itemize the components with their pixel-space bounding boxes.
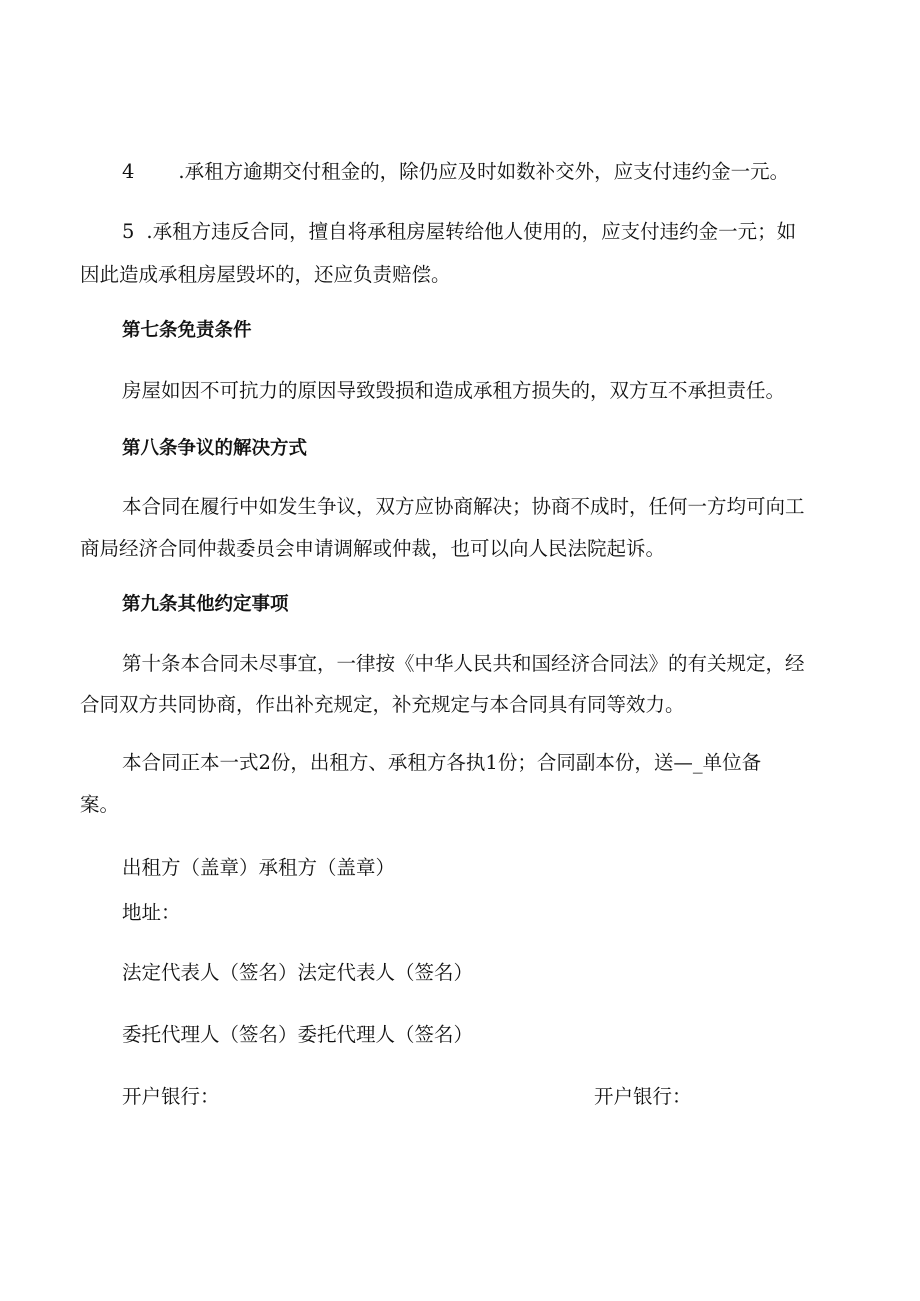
article-10-line-2: 合同双方共同协商，作出补充规定，补充规定与本合同具有同等效力。: [80, 693, 685, 716]
clause-4-number: 4: [122, 160, 135, 183]
clause-5-text-1: .承租方违反合同，擅自将承租房屋转给他人使用的，应支付违约金一元；如: [146, 220, 797, 243]
copies-line-1: 本合同正本一式2份，出租方、承租方各执1份；合同副本份，送—_单位备: [122, 751, 762, 774]
agent-line: 委托代理人（签名）委托代理人（签名）: [122, 1023, 474, 1046]
clause-5-number: 5: [122, 220, 135, 243]
article-8-line-2: 商局经济合同仲裁委员会申请调解或仲裁，也可以向人民法院起诉。: [80, 537, 666, 560]
article-8-heading: 第八条争议的解决方式: [122, 438, 308, 459]
bank-label-left: 开户银行：: [122, 1085, 220, 1108]
clause-4-text: .承租方逾期交付租金的，除仍应及时如数补交外，应支付违约金一元。: [178, 160, 790, 183]
clause-5-line-1: [122, 222, 796, 242]
seal-line: 出租方（盖章）承租方（盖章）: [122, 856, 396, 879]
article-8-line-1: 本合同在履行中如发生争议，双方应协商解决；协商不成时，任何一方均可向工: [122, 495, 805, 518]
article-10-line-1: 第十条本合同未尽事宜，一律按《中华人民共和国经济合同法》的有关规定，经: [122, 652, 805, 675]
article-7-text: 房屋如因不可抗力的原因导致毁损和造成承租方损失的，双方互不承担责任。: [122, 379, 786, 402]
copies-line-2: 案。: [80, 793, 120, 816]
article-7-heading: 第七条免责条件: [122, 320, 252, 341]
bank-label-right: 开户银行：: [594, 1085, 692, 1108]
address-label: 地址：: [122, 901, 181, 924]
clause-4: [122, 162, 789, 182]
legal-representative-line: 法定代表人（签名）法定代表人（签名）: [122, 961, 474, 984]
article-9-heading: 第九条其他约定事项: [122, 594, 289, 615]
clause-5-line-2: 因此造成承租房屋毁坏的，还应负责赔偿。: [80, 263, 451, 286]
